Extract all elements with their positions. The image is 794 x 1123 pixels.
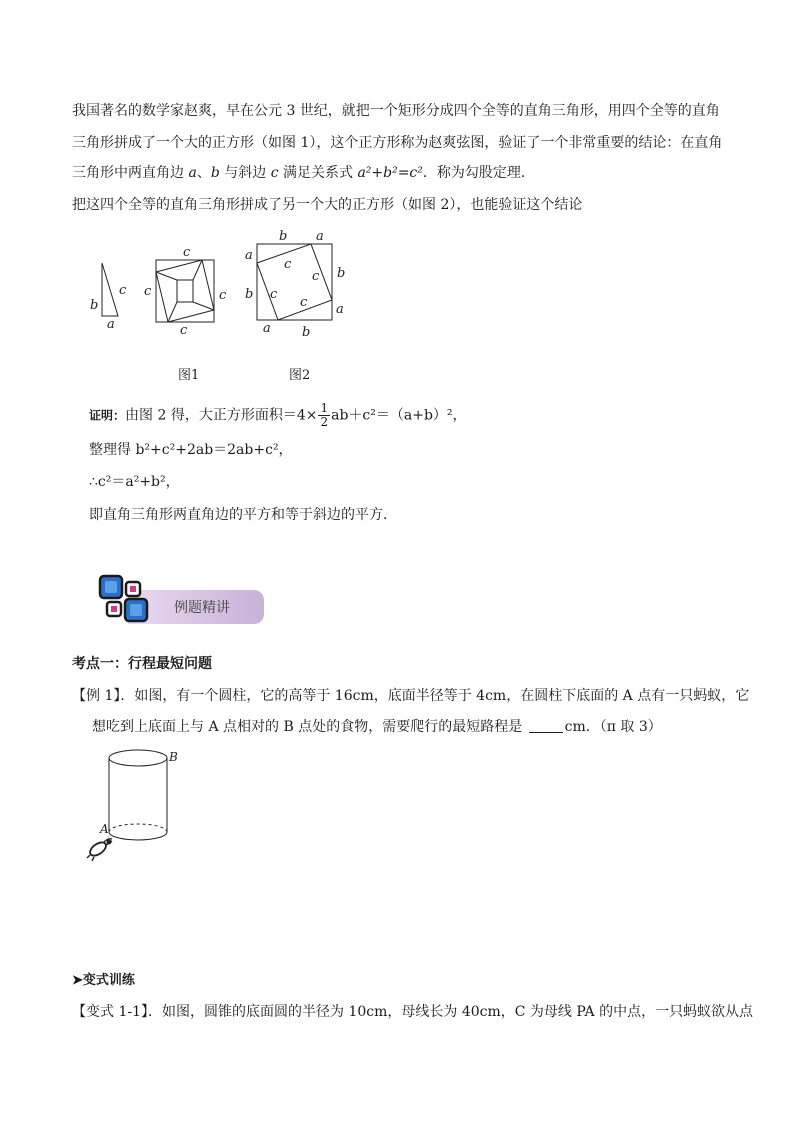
fig2-label-top-b: b — [279, 229, 288, 244]
fig2-label-top-a: a — [316, 229, 324, 244]
kaodian-title: 考点一：行程最短问题 — [72, 656, 212, 672]
intro-line-3: 三角形中两直角边 a、b 与斜边 c 满足关系式 a²+b²=c²．称为勾股定理． — [72, 165, 535, 181]
proof-line-4: 即直角三角形两直角边的平方和等于斜边的平方． — [89, 507, 397, 523]
section-banner-icon — [96, 573, 156, 627]
figure-2-caption: 图2 — [289, 368, 311, 383]
fig2-label-left-a: a — [245, 248, 253, 263]
figure-1-caption: 图1 — [178, 368, 200, 383]
fig2-label-right-a: a — [336, 302, 344, 317]
proof-line-2: 整理得 b²+c²+2ab＝2ab+c²， — [89, 442, 293, 458]
cylinder-figure — [80, 745, 220, 865]
fig2-label-left-b: b — [245, 287, 254, 302]
fig1-label-right: c — [219, 288, 227, 303]
figure-1-diagram — [156, 260, 214, 322]
figure-2-diagram — [257, 244, 332, 320]
fig1-label-bottom: c — [180, 323, 188, 338]
variant-line-1: 【变式 1-1】．如图，圆锥的底面圆的半径为 10cm，母线长为 40cm，C 为母线 PA 的中点，一只蚂蚁欲从点 — [72, 1004, 754, 1020]
example1-line-2: 想吃到上底面上与 A 点相对的 B 点处的食物，需要爬行的最短路程是 cm．（π 取 3） — [92, 719, 662, 735]
proof-line-3: ∴c²＝a²+b²， — [89, 474, 180, 490]
fig2-inner-c-2: c — [312, 269, 320, 284]
fig1-label-left: c — [144, 284, 152, 299]
fig2-inner-c-3: c — [270, 287, 278, 302]
right-triangle — [102, 263, 118, 316]
intro-line-4: 把这四个全等的直角三角形拼成了另一个大的正方形（如图 2），也能验证这个结论 — [72, 197, 583, 213]
figures-svg — [0, 0, 794, 400]
proof-line-1: 证明：由图 2 得，大正方形面积＝4× $\frac{1}{2}$ ab＋c²＝（a+b）²， — [89, 401, 467, 429]
section-banner-title: 例题精讲 — [174, 600, 230, 616]
fig2-inner-c-4: c — [300, 295, 308, 310]
fig2-inner-c-1: c — [284, 257, 292, 272]
triangle-label-c: c — [119, 283, 127, 298]
intro-line-2: 三角形拼成了一个大的正方形（如图 1），这个正方形称为赵爽弦图，验证了一个非常重要的结论：在直角 — [72, 135, 723, 151]
fig2-label-bottom-a: a — [263, 321, 271, 336]
intro-line-1: 我国著名的数学家赵爽，早在公元 3 世纪，就把一个矩形分成四个全等的直角三角形，用四个全等的直角 — [72, 103, 720, 119]
pythagorean-formula: a²+b²=c² — [357, 165, 423, 181]
triangle-label-a: a — [107, 317, 115, 332]
triangle-label-b: b — [90, 298, 99, 313]
proof-label: 证明： — [89, 408, 126, 423]
example1-line-1: 【例 1】．如图，有一个圆柱，它的高等于 16cm，底面半径等于 4cm，在圆柱下底面的 A 点有一只蚂蚁，它 — [72, 688, 750, 704]
point-B-label: B — [169, 750, 178, 764]
point-A-label: A — [100, 822, 109, 836]
fig2-label-bottom-b: b — [302, 325, 311, 340]
variant-heading: ➤变式训练 — [72, 973, 135, 988]
answer-blank — [529, 718, 563, 733]
fig1-label-top: c — [183, 245, 191, 260]
fig2-label-right-b: b — [337, 266, 346, 281]
fraction-one-half: $\frac{1}{2}$ — [320, 401, 329, 429]
